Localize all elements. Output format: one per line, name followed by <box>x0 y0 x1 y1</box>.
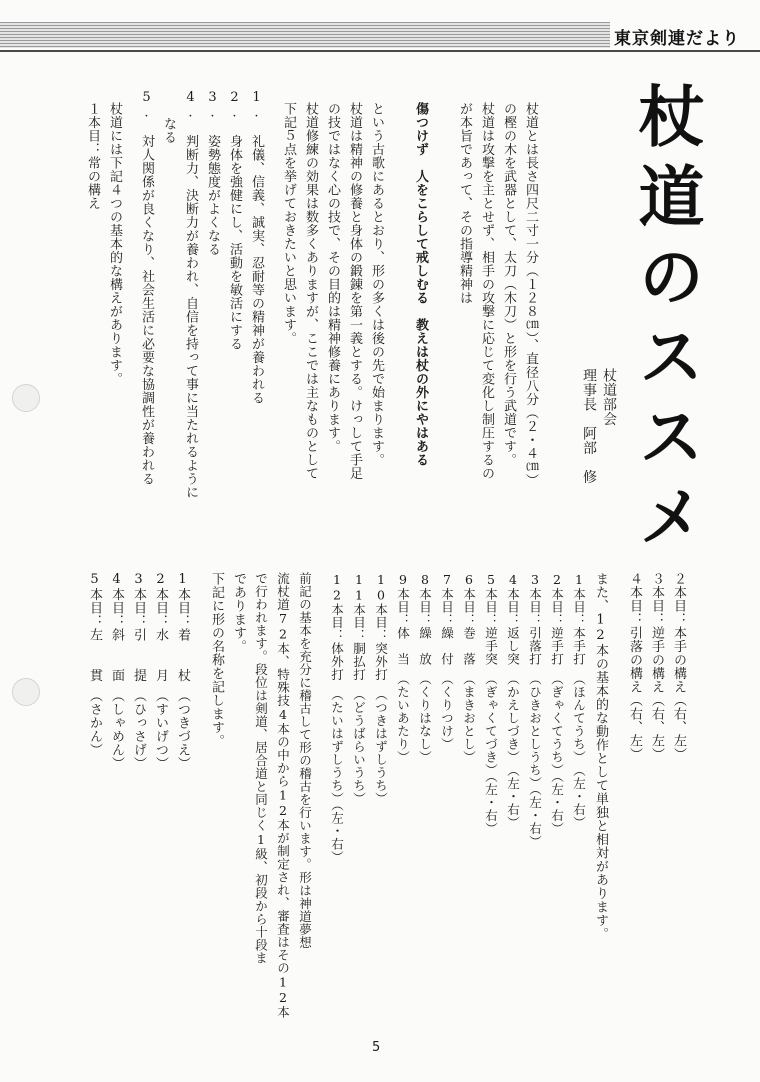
upper-col-4: が本旨であって、その指導精神は <box>457 102 472 305</box>
lower-col-19: 前記の基本を充分に稽古して形の稽古を行います。形は神道夢想 <box>297 572 313 949</box>
list-item-3: 3. 姿勢態度がよくなる <box>205 90 220 256</box>
lower-col-1: ２本目：本手の構え（右、左） <box>671 572 686 761</box>
kata-basic-6: 6本目：巻 落 （まきおとし） <box>461 572 477 764</box>
page-number: 5 <box>372 1040 381 1055</box>
list-item-5: 5. 対人関係が良くなり、社会生活に必要な協調性が養われる <box>139 90 154 486</box>
article-title: 杖道のススメ <box>627 82 704 562</box>
list-item-2: 2. 身体を強健にし、活動を敏活にする <box>227 90 242 351</box>
kata-basic-4: 4本目：返し突 （かえしづき） （左・右） <box>505 572 521 829</box>
lower-col-21: で行われます。段位は剣道、居合道と同じく1級、初段から十段ま <box>253 572 269 965</box>
lower-col-3: ４本目：引落の構え（右、左） <box>627 572 642 761</box>
list-item-1: 1. 礼儀、信義、誠実、忍耐等の精神が養われる <box>249 90 264 405</box>
lower-col-5: また、12本の基本的な動作として単独と相対があります。 <box>593 572 608 941</box>
header-rule <box>0 50 760 52</box>
kata-name-2: 2本目：水 月 （すいげつ） <box>153 572 168 770</box>
kata-basic-5: 5本目：逆手突 （ぎゃくてづき）（左・右） <box>483 572 499 835</box>
upper-col-11: 杖道修練の効果は数多くありますが、ここでは主なものとして <box>303 102 318 480</box>
poem-line: 傷つけず 人をこらして戒しむる 教えは杖の外にやはある <box>413 102 428 467</box>
lower-col-20: 流杖道72本、特殊技4本の中から12本が制定され、審査はその12本 <box>275 572 291 1019</box>
punch-hole-bottom <box>12 678 40 706</box>
kata-name-1: 1本目：着 杖 （つきづえ） <box>175 572 190 770</box>
kata-name-3: 3本目：引 提 （ひっさげ） <box>131 572 146 770</box>
kata-basic-7: 7本目：繰 付 （くりつけ） <box>439 572 455 751</box>
list-item-4: 4. 判断力、決断力が養われ、自信を持って事に当たれるように <box>183 90 198 499</box>
kata-basic-8: 8本目：繰 放 （くりはなし） <box>417 572 433 764</box>
kata-basic-2: 2本目：逆手打 （ぎゃくてうち）（左・右） <box>549 572 565 835</box>
upper-col-2: の樫の木を武器として、太刀（木刀）と形を行う武道です。 <box>501 102 516 467</box>
upper-col-9: 杖道は精神の修養と身体の鍛錬を第一義とする。けっして手足 <box>347 102 362 480</box>
kata-basic-9: 9本目：体 当 （たいあたり） <box>395 572 411 764</box>
upper-col-22: １本目：常の構え <box>85 102 100 210</box>
kata-name-4: 4本目：斜 面 （しゃめん） <box>109 572 124 770</box>
upper-col-21: 杖道には下記４つの基本的な構えがあります。 <box>107 102 122 386</box>
kata-basic-10: 10本目：突外打 （つきはずしうち） <box>373 572 389 805</box>
lower-col-23: 下記に形の名称を記します。 <box>209 572 224 748</box>
kata-basic-11: 11本目：胴払打 （どうばらいうち） <box>351 572 367 805</box>
kata-name-5: 5本目：左 貫 （さかん） <box>87 572 102 757</box>
author-dept: 杖道部会 <box>601 368 617 426</box>
punch-hole-top <box>12 384 40 412</box>
masthead: 東京剣連だより <box>614 29 740 49</box>
lower-col-22: であります。 <box>231 572 246 653</box>
list-item-4-cont: なる <box>161 90 176 144</box>
kata-basic-1: 1本目：本手打 （ほんてうち） （左・右） <box>571 572 587 829</box>
kata-basic-3: 3本目：引落打 （ひきおとしうち）（左・右） <box>527 572 543 848</box>
upper-col-3: 杖道は攻撃を主とせず、相手の攻撃に応じて変化し制圧するの <box>479 102 494 480</box>
lower-col-2: ３本目：逆手の構え（右、左） <box>649 572 664 761</box>
upper-col-1: 杖道とは長さ四尺二寸一分（１２８㎝）、直径八分（２・４㎝） <box>523 102 538 487</box>
upper-col-10: の技ではなく心の技で、その目的は精神修養にあります。 <box>325 102 340 453</box>
upper-col-8: という古歌にあるとおり、形の多くは後の先で始まります。 <box>369 102 384 467</box>
author-role-name: 理事長 阿部 修 <box>581 368 597 484</box>
header-band <box>0 22 610 48</box>
kata-basic-12: 12本目：体外打 （たいはずしうち）（左・右） <box>329 572 345 864</box>
upper-col-12: 下記５点を挙げておきたいと思います。 <box>281 102 296 345</box>
